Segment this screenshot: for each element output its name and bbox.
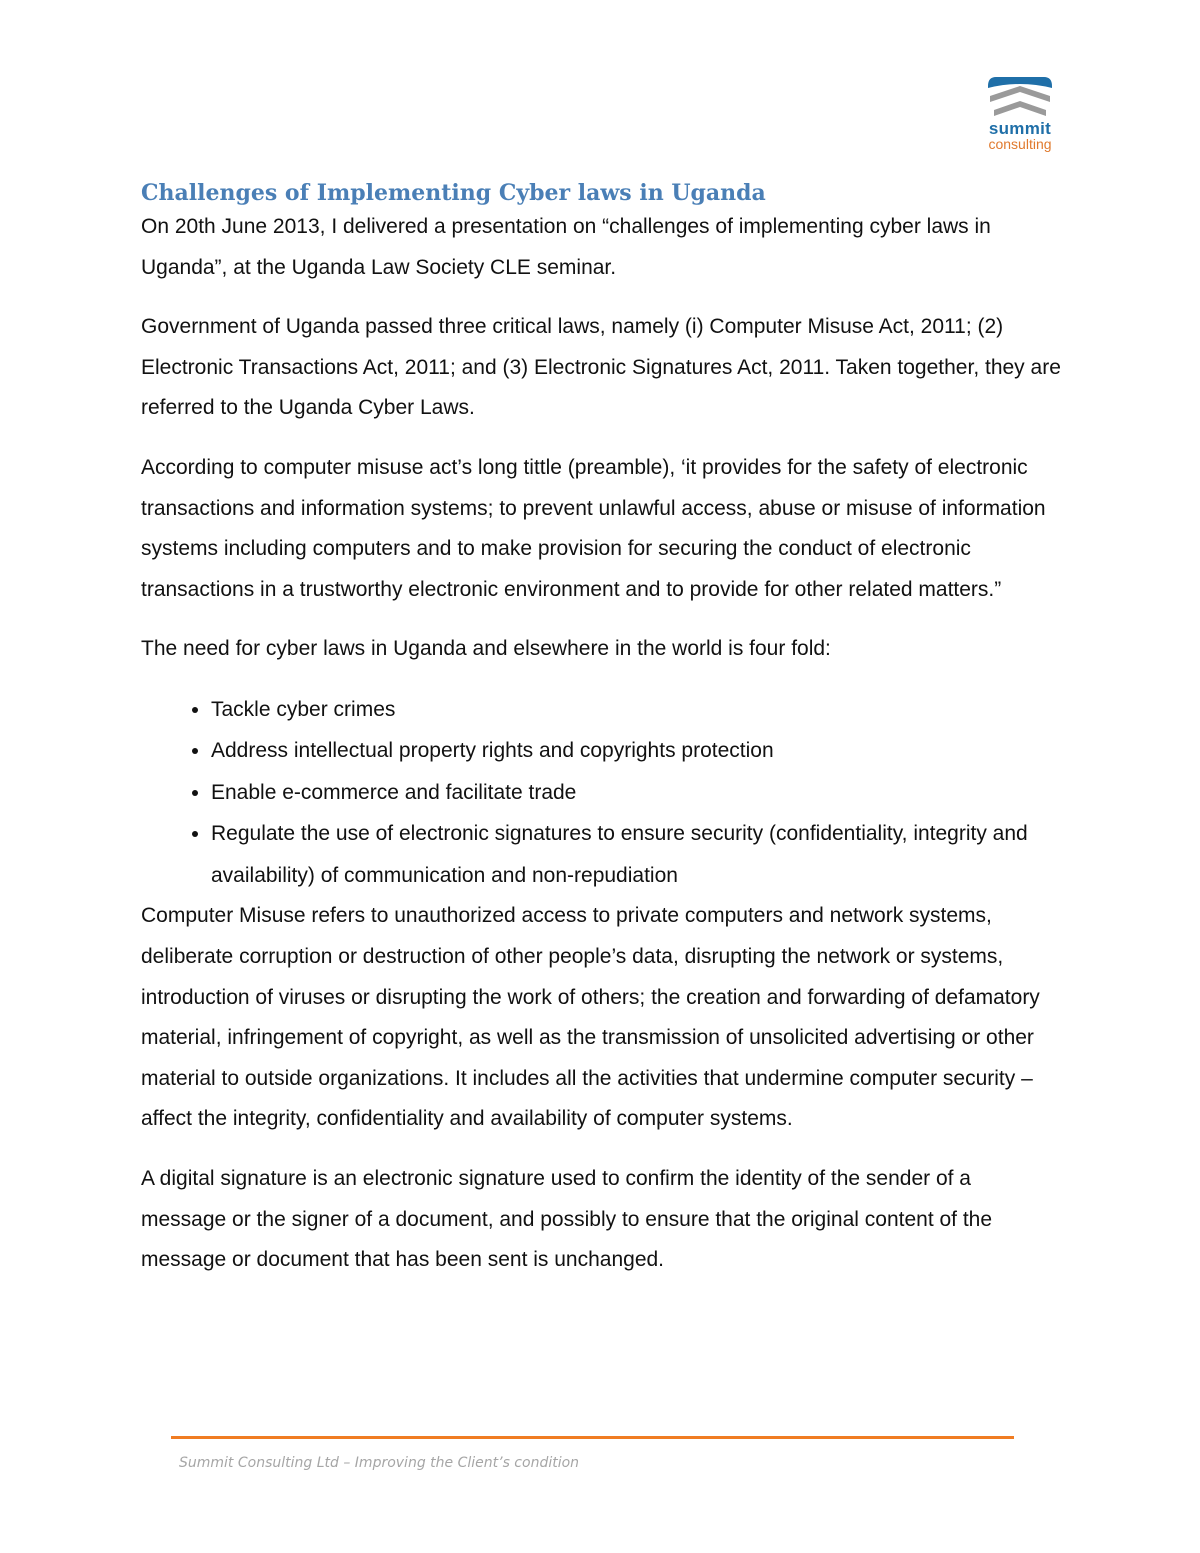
document-title: Challenges of Implementing Cyber laws in Uganda: [141, 180, 766, 206]
document-body: [141, 176, 1061, 1300]
list-item: • Regulate the use of electronic signatures to ensure security (confidentiality, integrity and availability) of communication and non-repudiation: [211, 813, 1061, 896]
footer-divider: [171, 1436, 1014, 1439]
laws-paragraph: Government of Uganda passed three critical laws, namely (i) Computer Misuse Act, 2011; (2) Electronic Transactions Act, 2011; and (3) Electronic Signatures Act, 2011. Taken together, they are referred to the Uganda Cyber Laws.: [141, 315, 1061, 420]
company-logo: [984, 74, 1056, 154]
need-paragraph: The need for cyber laws in Uganda and elsewhere in the world is four fold:: [141, 637, 831, 661]
logo-wordmark-summit: summit: [988, 119, 1052, 138]
list-item: • Tackle cyber crimes: [211, 689, 1061, 731]
summit-roof-icon: [984, 74, 1056, 120]
list-item: • Address intellectual property rights and copyrights protection: [211, 730, 1061, 772]
digital-signature-paragraph: A digital signature is an electronic signature used to confirm the identity of the sender of a message or the signer of a document, and possibly to ensure that the original content of the message or document that has been sent is unchanged.: [141, 1167, 993, 1272]
footer-text: Summit Consulting Ltd – Improving the Client’s condition: [179, 1455, 580, 1471]
logo-wordmark-consulting: consulting: [988, 136, 1052, 152]
computer-misuse-paragraph: Computer Misuse refers to unauthorized access to private computers and network systems, deliberate corruption or destruction of other people’s data, disrupting the network or systems, introduction of viruses or disrupting the work of others; the creation and forwarding of defamatory material, infringement of copyright, as well as the transmission of unsolicited advertising or other material to outside organizations. It includes all the activities that undermine computer security – affect the integrity, confidentiality and availability of computer systems.: [141, 904, 1040, 1131]
preamble-paragraph: According to computer misuse act’s long tittle (preamble), ‘it provides for the safety of electronic transactions and information systems; to prevent unlawful access, abuse or misuse of information systems including computers and to make provision for securing the conduct of electronic transactions in a trustworthy electronic environment and to provide for other related matters.”: [141, 455, 1046, 601]
list-item: • Enable e-commerce and facilitate trade: [211, 772, 1061, 814]
intro-paragraph: On 20th June 2013, I delivered a presentation on “challenges of implementing cyber laws in Uganda”, at the Uganda Law Society CLE seminar.: [141, 215, 991, 279]
needs-list: [141, 689, 1061, 897]
